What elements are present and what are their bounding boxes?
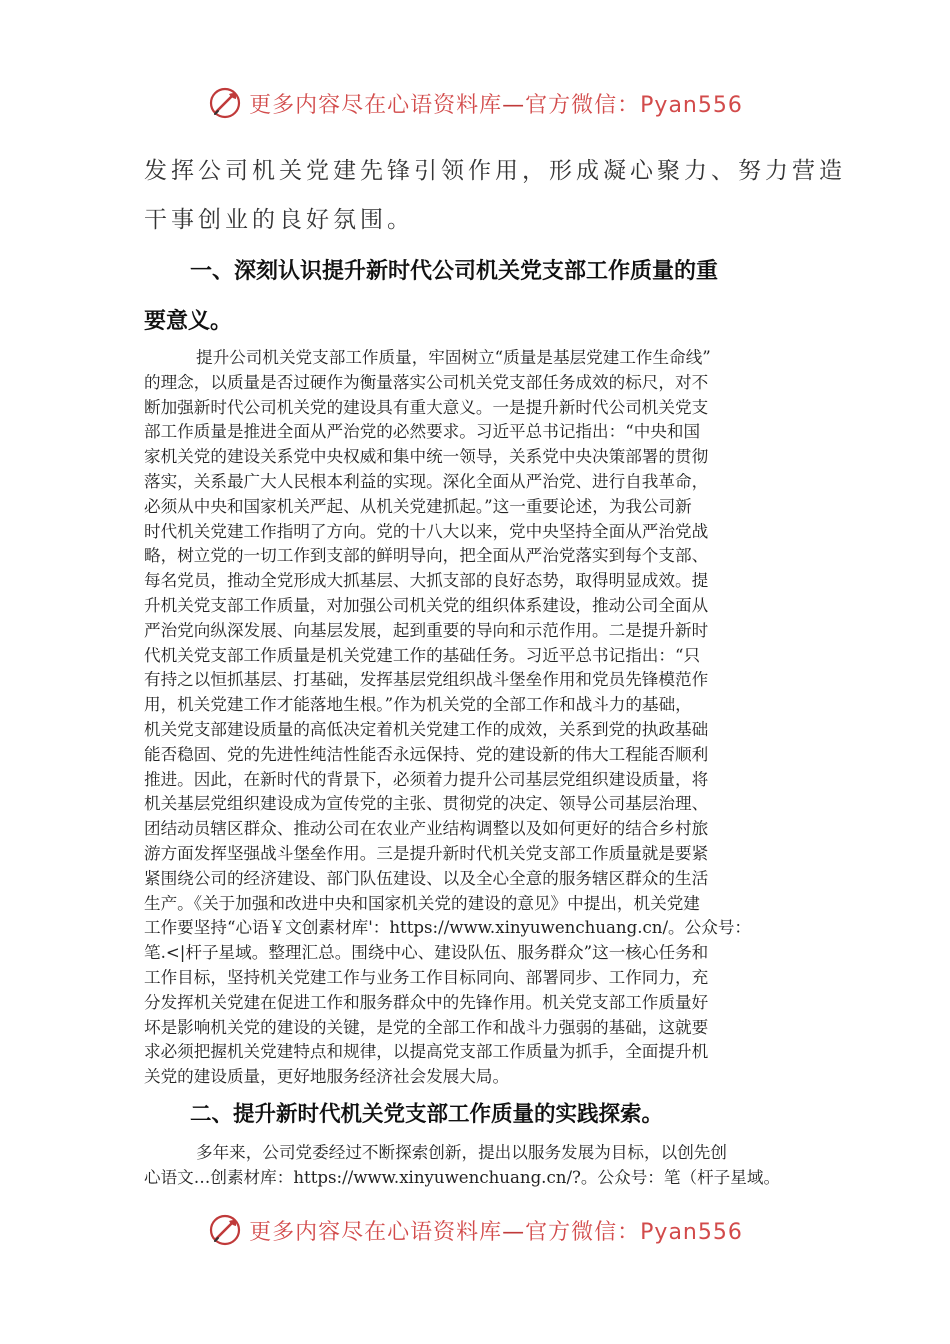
paragraph-line: 推进。因此，在新时代的背景下，必须着力提升公司基层党组织建设质量，将 [144, 769, 709, 789]
paragraph-line: 笔.<|杆子星域。整理汇总。围绕中心、建设队伍、服务群众”这一核心任务和 [144, 943, 709, 963]
paragraph-line: 机关基层党组织建设成为宣传党的主张、贯彻党的决定、领导公司基层治理、 [144, 794, 709, 814]
paragraph-line: 必须从中央和国家机关严起、从机关党建抓起。”这一重要论述，为我公司新 [144, 496, 692, 516]
lead-line-1: 发挥公司机关党建先锋引领作用，形成凝心聚力、努力营造 [144, 158, 846, 184]
paragraph-line: 略，树立党的一切工作到支部的鲜明导向，把全面从严治党落实到每个支部、 [144, 546, 709, 566]
paragraph-line: 能否稳固、党的先进性纯洁性能否永远保持、党的建设新的伟大工程能否顺利 [144, 744, 709, 764]
paragraph-line: 生产。《关于加强和改进中央和国家机关党的建设的意见》中提出，机关党建 [144, 893, 700, 913]
paragraph-line: 用，机关党建工作才能落地生根。”作为机关党的全部工作和战斗力的基础， [144, 695, 692, 715]
paragraph-line: 工作目标，坚持机关党建工作与业务工作目标同向、部署同步、工作同力，充 [144, 967, 709, 987]
banner-suffix: 官方微信：Pyan556 [525, 1219, 743, 1245]
paragraph-line: 紧围绕公司的经济建设、部门队伍建设、以及全心全意的服务辖区群众的生活 [144, 868, 709, 888]
header-watermark-banner [0, 83, 950, 123]
paragraph-line: 团结动员辖区群众、推动公司在农业产业结构调整以及如何更好的结合乡村旅 [144, 819, 709, 839]
section-1-heading-line-1: 一、深刻认识提升新时代公司机关党支部工作质量的重 [190, 259, 719, 284]
paragraph-line: 有持之以恒抓基层、打基础，发挥基层党组织战斗堡垒作用和党员先锋模范作 [144, 670, 709, 690]
banner-prefix: 更多内容尽在心语资料库 [249, 1219, 503, 1245]
paragraph-line: 断加强新时代公司机关党的建设具有重大意义。一是提升新时代公司机关党支 [144, 397, 709, 417]
banner-text [249, 88, 743, 119]
section-2-heading: 二、提升新时代机关党支部工作质量的实践探索。 [190, 1102, 664, 1127]
section-1-heading-line-2: 要意义。 [144, 309, 233, 334]
paragraph-line: 关党的建设质量，更好地服务经济社会发展大局。 [144, 1067, 510, 1087]
section-1-paragraph [144, 346, 810, 1090]
paragraph-line: 坏是影响机关党的建设的关键，是党的全部工作和战斗力强弱的基础，这就要 [144, 1017, 709, 1037]
paragraph-line: 时代机关党建工作指明了方向。党的十八大以来，党中央坚持全面从严治党战 [144, 521, 709, 541]
banner-dash: — [502, 1219, 526, 1245]
paragraph-line: 部工作质量是推进全面从严治党的必然要求。习近平总书记指出：“中央和国 [144, 422, 701, 442]
quill-seal-logo-icon [207, 1212, 243, 1248]
quill-seal-logo-icon [207, 85, 243, 121]
paragraph-line: 工作要坚持“心语￥文创素材库'：https://www.xinyuwenchuang.cn/。公众号： [144, 918, 752, 938]
paragraph-line: 严治党向纵深发展、向基层发展，起到重要的导向和示范作用。二是提升新时 [144, 620, 709, 640]
lead-line-2: 干事创业的良好氛围。 [144, 207, 414, 233]
banner-dash: — [502, 92, 526, 118]
banner-prefix: 更多内容尽在心语资料库 [249, 92, 503, 118]
paragraph-line: 多年来，公司党委经过不断探索创新，提出以服务发展为目标，以创先创 [196, 1143, 727, 1162]
paragraph-line: 家机关党的建设关系党中央权威和集中统一领导，关系党中央决策部署的贯彻 [144, 447, 709, 467]
paragraph-line: 代机关党支部工作质量是机关党建工作的基础任务。习近平总书记指出：“只 [144, 645, 701, 665]
paragraph-line: 求必须把握机关党建特点和规律，以提高党支部工作质量为抓手，全面提升机 [144, 1042, 709, 1062]
banner-text [249, 1215, 743, 1246]
paragraph-line: 升机关党支部工作质量，对加强公司机关党的组织体系建设，推动公司全面从 [144, 595, 709, 615]
paragraph-line: 提升公司机关党支部工作质量，牢固树立“质量是基层党建工作生命线” [196, 348, 711, 367]
paragraph-line: 每名党员，推动全党形成大抓基层、大抓支部的良好态势，取得明显成效。提 [144, 571, 709, 591]
paragraph-line: 分发挥机关党建在促进工作和服务群众中的先锋作用。机关党支部工作质量好 [144, 992, 709, 1012]
paragraph-line: 游方面发挥坚强战斗堡垒作用。三是提升新时代机关党支部工作质量就是要紧 [144, 843, 709, 863]
footer-watermark-banner [0, 1210, 950, 1250]
paragraph-line: 的理念，以质量是否过硬作为衡量落实公司机关党支部任务成效的标尺，对不 [144, 372, 709, 392]
banner-suffix: 官方微信：Pyan556 [525, 92, 743, 118]
paragraph-line: 机关党支部建设质量的高低决定着机关党建工作的成效，关系到党的执政基础 [144, 719, 709, 739]
paragraph-line: 落实，关系最广大人民根本利益的实现。深化全面从严治党、进行自我革命， [144, 471, 709, 491]
paragraph-line: 心语文…创素材库：https://www.xinyuwenchuang.cn/?。公众号：笔（杆子星域。 [144, 1167, 781, 1187]
section-2-paragraph [144, 1141, 810, 1191]
